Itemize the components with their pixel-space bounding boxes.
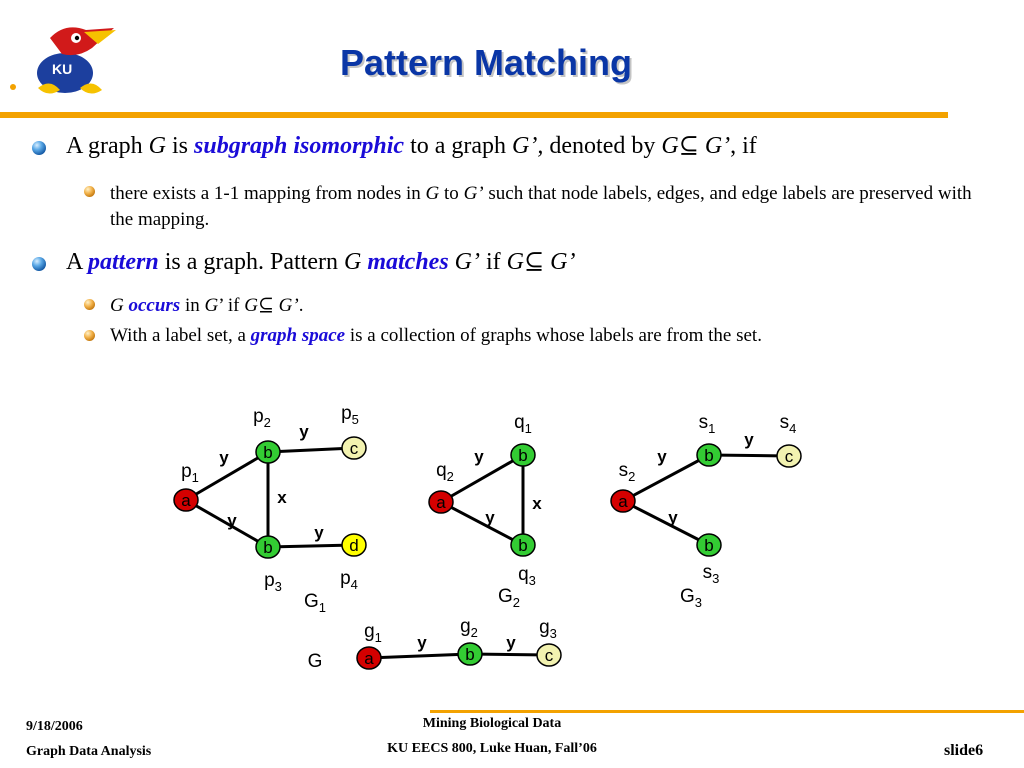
symbol-g: G — [148, 133, 166, 159]
node-label: a — [436, 493, 446, 512]
name-subscript: 3 — [694, 595, 703, 610]
name-subscript: 1 — [318, 600, 327, 615]
id-subscript: 1 — [524, 421, 532, 436]
text-span: to — [439, 183, 464, 204]
id-subscript: 3 — [528, 573, 536, 588]
id-subscript: 3 — [274, 579, 282, 594]
node-id-p2 — [253, 406, 271, 430]
id-subscript: 5 — [351, 412, 359, 427]
symbol-g-prime: G’ — [273, 295, 299, 316]
edge-label: y — [485, 508, 495, 527]
node-label: c — [544, 646, 554, 665]
node-label: b — [704, 536, 714, 555]
node-id-s2 — [619, 460, 636, 484]
symbol-g-prime: G’ — [448, 249, 480, 275]
node-label: a — [364, 649, 374, 668]
node-id-s1 — [699, 412, 716, 436]
id-subscript: 3 — [712, 571, 720, 586]
graph-name-g3 — [680, 586, 702, 610]
symbol-g: G — [110, 295, 124, 316]
edge-label: y — [744, 430, 754, 449]
edge-p3-p4 — [268, 545, 354, 547]
id-letter: p — [181, 461, 192, 482]
text-span: A — [66, 249, 89, 275]
node-label: b — [518, 446, 528, 465]
symbol-g: G — [344, 249, 362, 275]
name-letter: G — [679, 586, 695, 607]
term-graph-space: graph space — [250, 325, 346, 346]
text-span: to a graph — [404, 133, 513, 159]
edge-p2-p5 — [268, 448, 354, 452]
node-id-q1 — [514, 412, 532, 436]
footer-center-line2: KU EECS 800, Luke Huan, Fall’06 — [387, 741, 597, 756]
node-id-p5 — [341, 403, 359, 427]
node-id-g2 — [460, 616, 478, 640]
node-label: b — [465, 645, 475, 664]
edge-label: y — [227, 511, 237, 530]
id-subscript: 2 — [470, 625, 478, 640]
symbol-g: G — [244, 295, 258, 316]
id-subscript: 4 — [789, 421, 797, 436]
node-label: b — [518, 536, 528, 555]
text-span: in — [180, 295, 205, 316]
node-id-g1 — [364, 621, 382, 645]
node-label: c — [784, 447, 794, 466]
id-subscript: 4 — [350, 577, 358, 592]
id-subscript: 1 — [374, 630, 382, 645]
footer-slide-number: slide6 — [944, 742, 984, 759]
id-letter: q — [514, 412, 525, 433]
id-letter: g — [539, 617, 550, 638]
node-id-p4 — [340, 568, 358, 592]
id-subscript: 3 — [549, 626, 557, 641]
edge-label: y — [668, 508, 678, 527]
edge-label: x — [532, 494, 542, 513]
symbol-g: G — [425, 183, 440, 204]
id-subscript: 2 — [446, 469, 454, 484]
id-letter: s — [618, 460, 629, 481]
graph-name-g1 — [304, 591, 326, 615]
text-span: there exists a 1-1 mapping from nodes in — [110, 183, 426, 204]
logo-text: KU — [52, 61, 73, 77]
node-label: b — [263, 538, 273, 557]
edge-label: y — [417, 633, 427, 652]
symbol-g-prime: G’, — [512, 133, 544, 159]
id-letter: p — [341, 403, 352, 424]
term-pattern: pattern — [88, 249, 159, 275]
edge-q2-q3 — [441, 502, 523, 545]
node-label: c — [349, 439, 359, 458]
node-id-g3 — [539, 617, 557, 641]
id-letter: p — [340, 568, 351, 589]
text-span: denoted by — [543, 133, 662, 159]
symbol-g: G — [661, 133, 679, 159]
graph-name-g: G — [307, 651, 323, 672]
text-span: if — [480, 249, 507, 275]
node-id-q3 — [518, 564, 536, 588]
id-letter: g — [364, 621, 375, 642]
id-subscript: 2 — [628, 469, 636, 484]
text-span: . — [298, 295, 304, 316]
id-subscript: 2 — [263, 415, 271, 430]
node-id-p3 — [264, 570, 282, 594]
name-letter: G — [303, 591, 319, 612]
edge-label: x — [277, 488, 287, 507]
symbol-g: G — [204, 295, 219, 316]
node-label: d — [349, 536, 359, 555]
text-span: is a collection of graphs whose labels are from the set. — [345, 325, 762, 346]
node-label: a — [618, 492, 628, 511]
text-span: is a graph. Pattern — [158, 249, 344, 275]
subset-symbol: ⊆ — [258, 295, 274, 316]
id-subscript: 1 — [191, 470, 199, 485]
term-occurs: occurs — [123, 295, 181, 316]
symbol-g-prime: G’ — [463, 183, 484, 204]
footer-center-line1: Mining Biological Data — [422, 716, 562, 731]
id-letter: q — [518, 564, 529, 585]
term-matches: matches — [361, 249, 449, 275]
footer-date: 9/18/2006 — [26, 719, 83, 734]
node-label: a — [181, 491, 191, 510]
symbol-g-prime: G’ — [544, 249, 576, 275]
id-letter: s — [702, 562, 713, 583]
symbol-g: G — [506, 249, 525, 275]
text-span: , if — [730, 133, 757, 159]
text-span: With a label set, a — [110, 325, 251, 346]
text-span: ’ if — [218, 295, 245, 316]
edge-label-texts — [219, 422, 754, 652]
text-span: A graph — [66, 133, 149, 159]
text-span: such that node labels, edges, and edge labels are preserved with the mapping. — [110, 183, 972, 230]
edge-label: y — [299, 422, 309, 441]
id-letter: s — [698, 412, 709, 433]
id-letter: p — [253, 406, 264, 427]
node-id-s3 — [703, 562, 720, 586]
footer-divider — [430, 710, 1024, 713]
symbol-g-prime: G’ — [698, 133, 731, 159]
id-letter: g — [460, 616, 471, 637]
edge-g1-g2 — [369, 654, 470, 658]
id-letter: s — [779, 412, 790, 433]
name-subscript: 2 — [512, 595, 521, 610]
name-letter: G — [497, 586, 513, 607]
subset-symbol: ⊆ — [524, 249, 545, 275]
edge-label: y — [474, 447, 484, 466]
edge-s2-s3 — [623, 501, 709, 545]
id-subscript: 1 — [708, 421, 716, 436]
edge-label: y — [219, 448, 229, 467]
edge-label: y — [657, 447, 667, 466]
subset-symbol: ⊆ — [678, 133, 699, 159]
id-letter: p — [264, 570, 275, 591]
edge-label: y — [314, 523, 324, 542]
node-id-q2 — [436, 460, 454, 484]
edge-label: y — [506, 633, 516, 652]
node-label: b — [704, 446, 714, 465]
slide-title: Pattern Matching — [340, 42, 633, 83]
node-id-s4 — [780, 412, 797, 436]
graph-name-g2 — [498, 586, 520, 610]
id-letter: q — [436, 460, 447, 481]
term-subgraph-isomorphic: subgraph isomorphic — [194, 133, 405, 159]
footer-course-topic: Graph Data Analysis — [26, 744, 152, 759]
text-span: is — [166, 133, 195, 159]
node-label: b — [263, 443, 273, 462]
node-id-p1 — [181, 461, 199, 485]
